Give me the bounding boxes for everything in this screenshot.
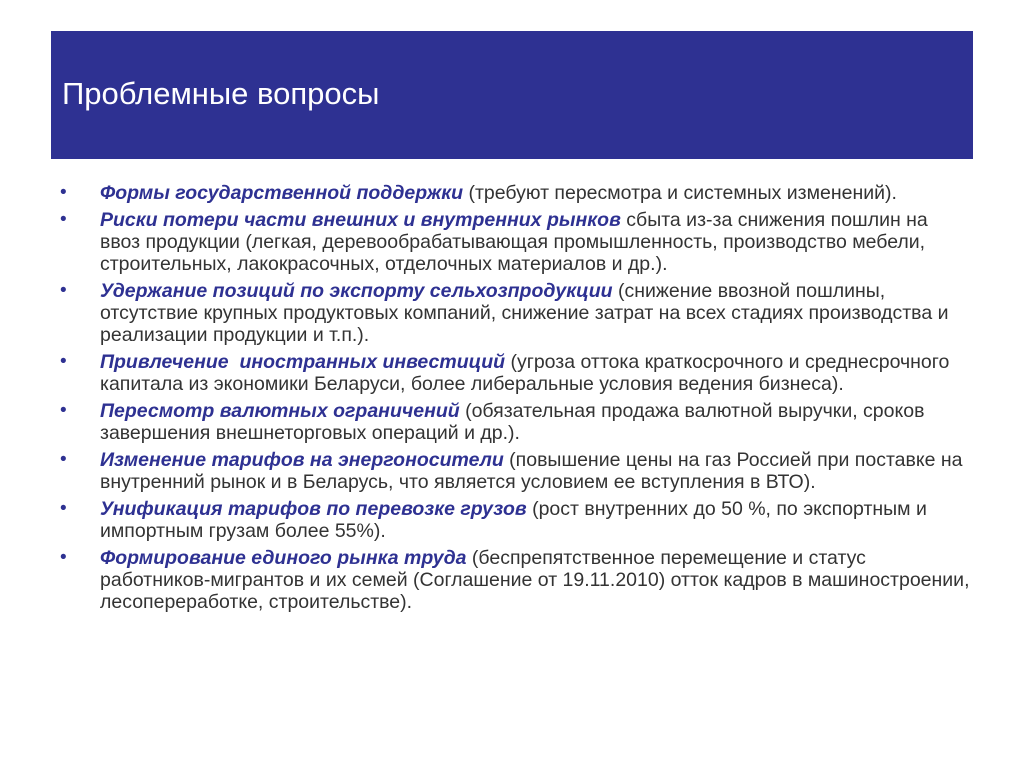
bullet-text: (снижение ввозной пошлины, отсутствие крупных продуктовых компаний, снижение затрат на всех стадиях производства и реализации продукции и т.п.). <box>100 280 949 346</box>
bullet-icon: • <box>60 209 67 230</box>
bullet-heading: Унификация тарифов по перевозке грузов <box>100 498 527 520</box>
bullet-item <box>60 547 970 613</box>
bullet-heading: Риски потери части внешних и внутренних рынков <box>100 209 621 231</box>
bullet-list <box>60 182 970 618</box>
title-bar <box>51 31 973 159</box>
slide-title: Проблемные вопросы <box>62 76 380 111</box>
bullet-heading: Привлечение иностранных инвестиций <box>100 351 506 373</box>
bullet-heading: Удержание позиций по экспорту сельхозпродукции <box>100 280 613 302</box>
bullet-text: (повышение цены на газ Россией при поставке на внутренний рынок и в Беларусь, что является условием ее вступления в ВТО). <box>100 449 963 493</box>
bullet-heading: Формы государственной поддержки <box>100 182 464 204</box>
bullet-item <box>60 182 970 204</box>
bullet-item <box>60 280 970 346</box>
bullet-icon: • <box>60 351 67 372</box>
bullet-item <box>60 400 970 444</box>
bullet-icon: • <box>60 547 67 568</box>
bullet-text: сбыта из-за снижения пошлин на ввоз продукции (легкая, деревообрабатывающая промышленность, производство мебели, строительных, лакокрасочных, отделочных материалов и др.). <box>100 209 928 275</box>
bullet-heading: Формирование единого рынка труда <box>100 547 467 569</box>
bullet-icon: • <box>60 182 67 203</box>
bullet-heading: Изменение тарифов на энергоносители <box>100 449 504 471</box>
bullet-text: (угроза оттока краткосрочного и среднесрочного капитала из экономики Беларуси, более либеральные условия ведения бизнеса). <box>100 351 950 395</box>
bullet-text: (рост внутренних до 50 %, по экспортным и импортным грузам более 55%). <box>100 498 927 542</box>
bullet-heading: Пересмотр валютных ограничений <box>100 400 460 422</box>
bullet-icon: • <box>60 280 67 301</box>
bullet-icon: • <box>60 449 67 470</box>
bullet-item <box>60 498 970 542</box>
bullet-text: (обязательная продажа валютной выручки, сроков завершения внешнеторговых операций и др.). <box>100 400 925 444</box>
bullet-item <box>60 209 970 275</box>
bullet-item <box>60 351 970 395</box>
bullet-icon: • <box>60 400 67 421</box>
bullet-text: (требуют пересмотра и системных изменений). <box>463 182 897 204</box>
bullet-icon: • <box>60 498 67 519</box>
bullet-item <box>60 449 970 493</box>
bullet-text: (беспрепятственное перемещение и статус работников-мигрантов и их семей (Соглашение от 19.11.2010) отток кадров в машиностроении, лесопереработке, строительстве). <box>100 547 970 613</box>
